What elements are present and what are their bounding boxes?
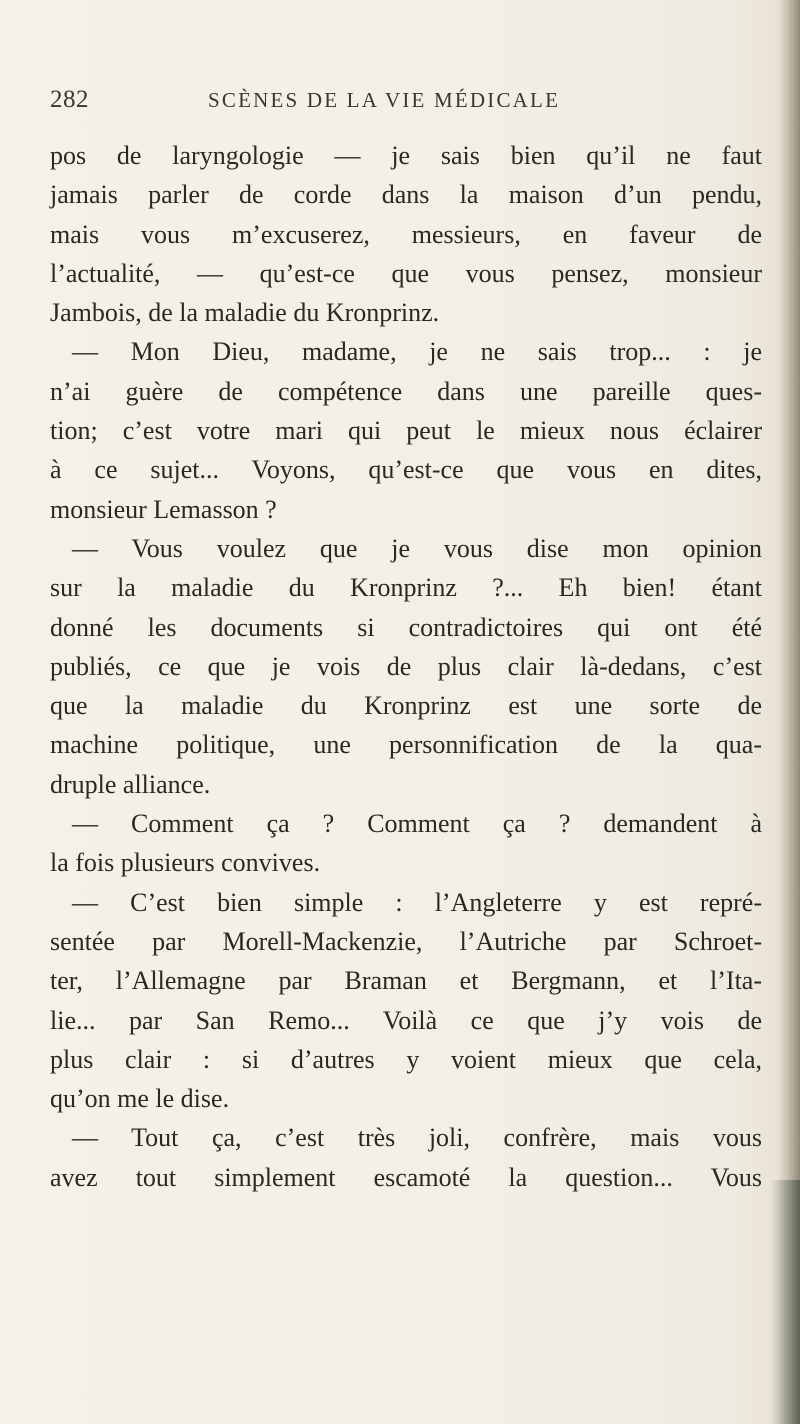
text-line: sur la maladie du Kronprinz ?... Eh bien! étant [50, 573, 762, 603]
text-line: mais vous m’excuserez, messieurs, en faveur de [50, 219, 762, 249]
page-corner-shadow [770, 1180, 800, 1424]
text-line: jamais parler de corde dans la maison d’un pendu, [50, 180, 762, 210]
text-line: — Comment ça ? Comment ça ? demandent à [72, 809, 762, 839]
text-line: qu’on me le dise. [50, 1084, 230, 1114]
text-line: — Mon Dieu, madame, je ne sais trop... : je [72, 337, 762, 367]
text-line: que la maladie du Kronprinz est une sorte de [50, 691, 762, 721]
text-line: — Tout ça, c’est très joli, confrère, mais vous [72, 1123, 762, 1153]
text-line: plus clair : si d’autres y voient mieux que cela, [50, 1044, 762, 1074]
page-header [50, 86, 710, 126]
text-line: Jambois, de la maladie du Kronprinz. [50, 298, 440, 328]
text-line: tion; c’est votre mari qui peut le mieux nous éclairer [50, 416, 762, 446]
text-line: ter, l’Allemagne par Braman et Bergmann, et l’Ita- [50, 966, 762, 996]
text-line: avez tout simplement escamoté la question... Vous [50, 1162, 762, 1192]
text-line: publiés, ce que je vois de plus clair là-dedans, c’est [50, 651, 762, 681]
text-line: lie... par San Remo... Voilà ce que j’y vois de [50, 1005, 762, 1035]
text-line: monsieur Lemasson ? [50, 494, 277, 524]
text-line: n’ai guère de compétence dans une pareille ques- [50, 376, 762, 406]
text-line: l’actualité, — qu’est-ce que vous pensez, monsieur [50, 258, 762, 288]
body-text [50, 136, 762, 1197]
page-number: 282 [50, 86, 89, 113]
text-line: à ce sujet... Voyons, qu’est-ce que vous en dites, [50, 455, 762, 485]
text-line: — Vous voulez que je vous dise mon opinion [72, 533, 762, 563]
text-line: — C’est bien simple : l’Angleterre y est repré- [72, 887, 762, 917]
text-line: druple alliance. [50, 769, 211, 799]
text-line: pos de laryngologie — je sais bien qu’il ne faut [50, 141, 762, 170]
text-line: sentée par Morell-Mackenzie, l’Autriche par Schroet- [50, 926, 762, 956]
text-line: machine politique, une personnification de la qua- [50, 730, 762, 760]
text-line: donné les documents si contradictoires qui ont été [50, 612, 762, 642]
text-line: la fois plusieurs convives. [50, 848, 321, 878]
running-head: SCÈNES DE LA VIE MÉDICALE [208, 88, 561, 112]
